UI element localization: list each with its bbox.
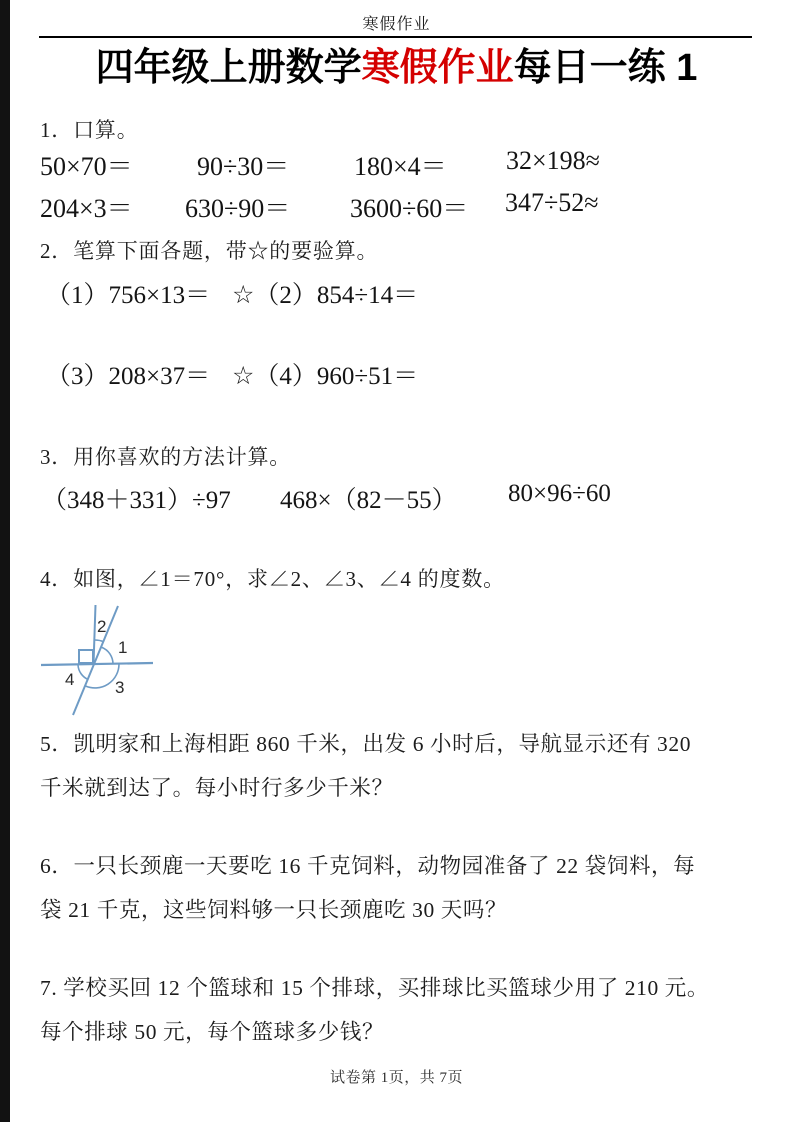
right-angle-marker [79,650,93,663]
q7-line-1: 7. 学校买回 12 个篮球和 15 个排球，买排球比买篮球少用了 210 元。 [40,976,710,1000]
page-footer: 试卷第 1页，共 7页 [329,1070,463,1086]
q2-problem: （3）208×37＝ [46,363,211,390]
q1-problem: 630÷90＝ [185,194,291,223]
q1-problem: 204×3＝ [40,194,133,223]
scan-edge-bar [0,0,10,1122]
q2-heading: 2．笔算下面各题，带☆的要验算。 [40,239,379,263]
q3-expression: 468×（82－55） [280,487,457,514]
q2-problem: ☆（4）960÷51＝ [232,363,419,390]
q1-problem: 90÷30＝ [197,152,290,181]
q3-expression: （348＋331）÷97 [42,487,231,514]
horizontal-line [41,663,153,665]
q5-problem [40,722,756,810]
q5-line-1: 5．凯明家和上海相距 860 千米，出发 6 小时后，导航显示还有 320 [40,732,692,756]
q6-problem [40,844,756,932]
q6-line-2: 袋 21 千克，这些饲料够一只长颈鹿吃 30 天吗？ [40,898,508,922]
q3-heading: 3．用你喜欢的方法计算。 [40,445,292,469]
angle-label-3: 3 [115,678,125,697]
running-header: 寒假作业 [362,16,431,33]
q1-heading: 1．口算。 [40,118,139,142]
q1-problem: 180×4＝ [354,152,447,181]
q1-problem: 50×70＝ [40,152,133,181]
angle3-arc [86,664,120,688]
header-rule [39,36,752,38]
q1-problem: 32×198≈ [506,146,600,175]
q2-problem: ☆（2）854÷14＝ [232,282,419,309]
q7-line-2: 每个排球 50 元，每个篮球多少钱？ [40,1020,385,1044]
angle1-arc [102,647,113,664]
title-highlight: 寒假作业 [361,47,514,89]
q1-problem: 347÷52≈ [505,188,599,217]
angles-diagram [38,597,160,723]
q2-problem: （1）756×13＝ [46,282,211,309]
page-title [10,46,783,92]
q6-line-1: 6．一只长颈鹿一天要吃 16 千克饲料，动物园准备了 22 袋饲料，每 [40,854,696,878]
q7-problem [40,966,756,1054]
q1-problem: 3600÷60＝ [350,194,469,223]
title-prefix: 四年级上册数学 [95,47,362,89]
angle-label-2: 2 [97,617,107,636]
q3-expression: 80×96÷60 [508,480,611,507]
q5-line-2: 千米就到达了。每小时行多少千米？ [40,776,394,800]
angle-label-4: 4 [65,670,75,689]
title-suffix: 每日一练 1 [513,47,698,89]
angle4-arc [78,665,88,680]
q4-heading: 4．如图，∠1＝70°，求∠2、∠3、∠4 的度数。 [40,567,505,591]
angle-label-1: 1 [118,638,128,657]
angle2-arc [95,640,104,642]
